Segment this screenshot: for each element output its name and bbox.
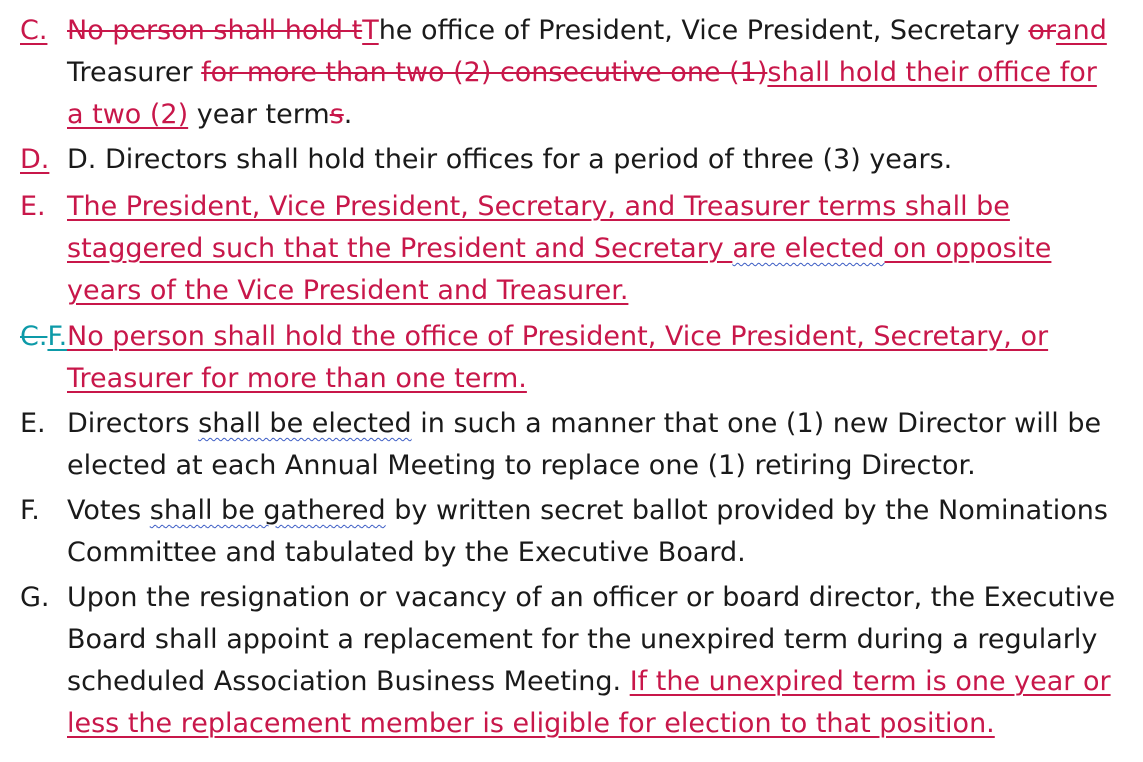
item-e-new-spellcheck: are elected [732, 233, 885, 264]
item-e-new-text-2a: staggered such that the President and Secretary [67, 233, 733, 264]
item-f-new-label-deleted: C. [20, 321, 48, 352]
item-c-line-3 [20, 94, 1143, 136]
item-g-line-4 [20, 703, 1143, 745]
item-c-text-2: Treasurer [67, 57, 202, 88]
item-c-deleted-s: s [329, 99, 344, 130]
item-g-inserted-text-4: less the replacement member is eligible for election to that position. [67, 708, 995, 739]
item-g-text-3: scheduled Association Business Meeting. [67, 666, 630, 697]
item-g-text-1: Upon the resignation or vacancy of an officer or board director, the Executive [67, 582, 1116, 613]
item-d-text: D. Directors shall hold their offices for a period of three (3) years. [67, 144, 953, 175]
item-e-old-text-1a: Directors [67, 408, 199, 439]
item-f-old-text-1b: by written secret ballot provided by the Nominations [385, 495, 1108, 526]
item-e-new-line-1 [20, 186, 1143, 228]
item-g-line-2 [20, 619, 1143, 661]
list-item-d [20, 139, 1143, 181]
item-c-line-1 [20, 10, 1143, 52]
item-d-line-1 [20, 139, 1143, 181]
item-c-deleted-text: No person shall hold t [67, 15, 363, 46]
item-d-label: D. [20, 144, 50, 175]
item-e-new-text-3: years of the Vice President and Treasurer. [67, 275, 629, 306]
item-e-old-text-2: elected at each Annual Meeting to replace one (1) retiring Director. [67, 450, 976, 481]
item-c-text: he office of President, Vice President, Secretary [378, 15, 1029, 46]
item-e-new-text-1: The President, Vice President, Secretary, and Treasurer terms shall be [67, 191, 1010, 222]
item-f-new-label [20, 316, 67, 358]
item-e-old-spellcheck: shall be elected [198, 408, 412, 439]
list-item-c [20, 10, 1143, 136]
item-g-label: G. [20, 582, 50, 613]
item-g-text-2: Board shall appoint a replacement for the unexpired term during a regularly [67, 624, 1098, 655]
item-e-new-text-2b: on opposite [884, 233, 1052, 264]
list-item-e-old [20, 403, 1143, 487]
item-c-inserted-text-3: a two (2) [67, 99, 189, 130]
list-item-g [20, 577, 1143, 745]
item-f-new-text-1-inner: No person shall hold the office of President, Vice President, Secretary, or [67, 321, 1049, 352]
item-f-new-line-1 [20, 316, 1143, 358]
item-c-inserted-and: and [1056, 15, 1107, 46]
item-f-old-text-1a: Votes [67, 495, 150, 526]
item-e-old-label: E. [20, 408, 46, 439]
item-c-deleted-text-2: for more than two (2) consecutive one (1) [201, 57, 768, 88]
item-c-inserted-text-2: shall hold their office for [767, 57, 1097, 88]
item-f-old-line-1 [20, 490, 1143, 532]
item-c-text-3b: . [343, 99, 353, 130]
item-g-line-1 [20, 577, 1143, 619]
list-item-f-old [20, 490, 1143, 574]
item-c-deleted-or: or [1028, 15, 1057, 46]
item-c-label: C. [20, 15, 48, 46]
item-e-new-line-2 [20, 228, 1143, 270]
item-f-old-line-2 [20, 532, 1143, 574]
item-f-new-label-inserted: F. [47, 321, 68, 352]
item-f-new-text-2: Treasurer for more than one term. [67, 363, 527, 394]
item-f-old-label: F. [20, 495, 40, 526]
item-g-line-3 [20, 661, 1143, 703]
item-e-new-label: E. [20, 191, 46, 222]
item-g-inserted-text-3: If the unexpired term is one year or [629, 666, 1111, 697]
list-item-e-new [20, 186, 1143, 312]
list-item-f-new [20, 316, 1143, 400]
item-e-old-line-2 [20, 445, 1143, 487]
item-e-old-line-1 [20, 403, 1143, 445]
item-c-line-2 [20, 52, 1143, 94]
item-f-new-text-1 [67, 321, 1048, 352]
item-f-new-line-2 [20, 358, 1143, 400]
item-e-new-line-3 [20, 270, 1143, 312]
item-f-old-text-2: Committee and tabulated by the Executive Board. [67, 537, 746, 568]
item-c-text-3a: year term [188, 99, 330, 130]
item-c-inserted-T: T [362, 15, 379, 46]
item-f-old-spellcheck: shall be gathered [149, 495, 386, 526]
item-e-old-text-1b: in such a manner that one (1) new Director will be [411, 408, 1102, 439]
